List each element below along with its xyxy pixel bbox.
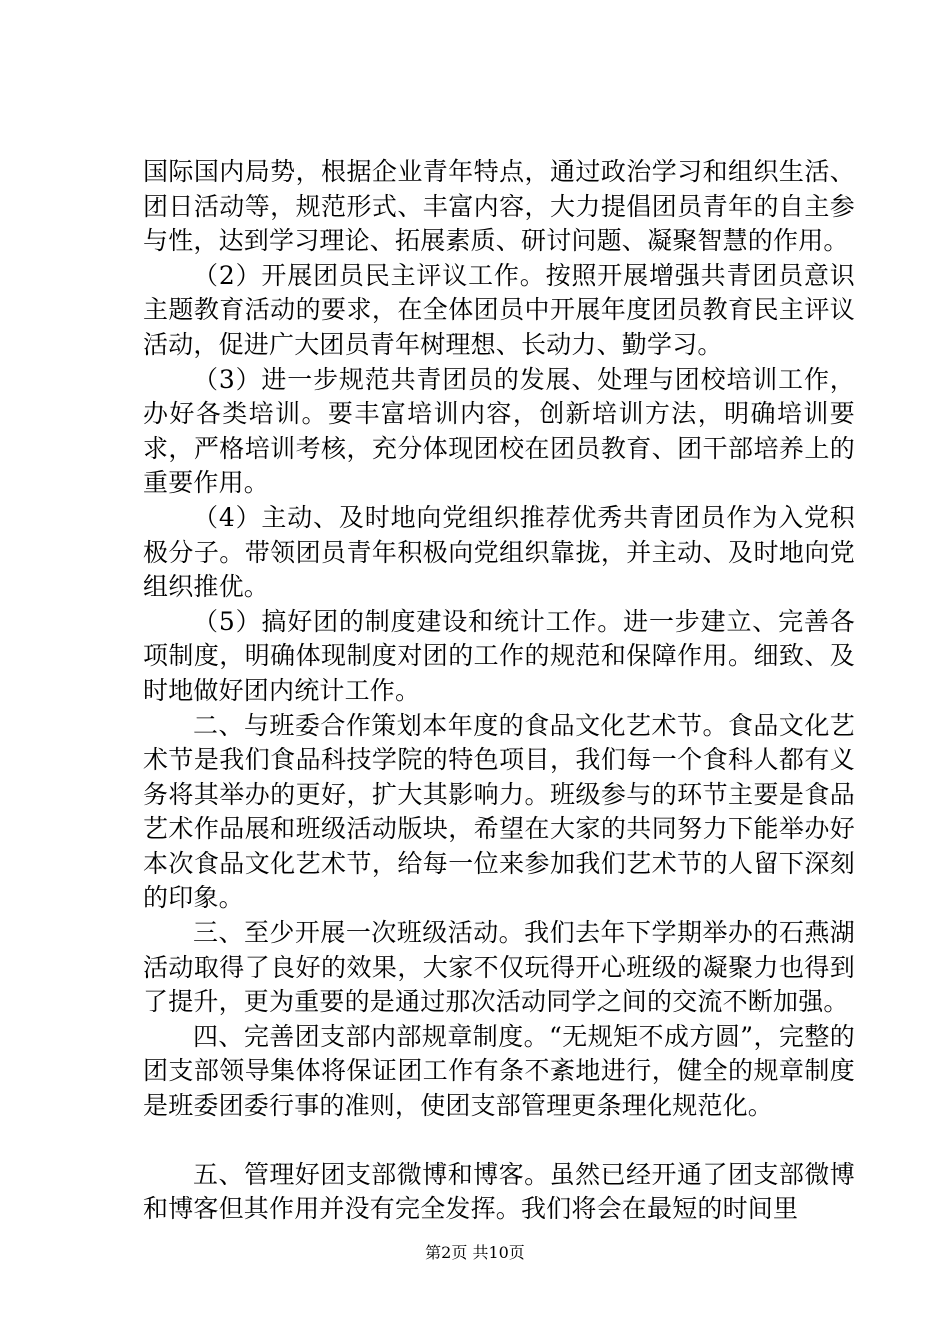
page-number-footer: 第2页 共10页 (425, 1243, 525, 1262)
paragraph-7: 三、至少开展一次班级活动。我们去年下学期举办的石燕湖活动取得了良好的效果，大家不仅玩得开心班级的凝聚力也得到了提升，更为重要的是通过那次活动同学之间的交流不断加强。 (143, 918, 855, 1017)
paragraph-5: （5）搞好团的制度建设和统计工作。进一步建立、完善各项制度，明确体现制度对团的工作的规范和保障作用。细致、及时地做好团内统计工作。 (143, 606, 855, 705)
paragraph-8: 四、完善团支部内部规章制度。“无规矩不成方圆”，完整的团支部领导集体将保证团工作有条不紊地进行，健全的规章制度是班委团委行事的准则，使团支部管理更条理化规范化。 (143, 1021, 855, 1121)
paragraph-2: （2）开展团员民主评议工作。按照开展增强共青团员意识主题教育活动的要求，在全体团员中开展年度团员教育民主评议活动，促进广大团员青年树理想、长动力、勤学习。 (143, 260, 855, 359)
paragraph-1: 国际国内局势，根据企业青年特点，通过政治学习和组织生活、团日活动等，规范形式、丰富内容，大力提倡团员青年的自主参与性，达到学习理论、拓展素质、研讨问题、凝聚智慧的作用。 (143, 157, 855, 256)
paragraph-4: （4）主动、及时地向党组织推荐优秀共青团员作为入党积极分子。带领团员青年积极向党组织靠拢，并主动、及时地向党组织推优。 (143, 502, 855, 602)
document-body (143, 155, 855, 1227)
paragraph-6: 二、与班委合作策划本年度的食品文化艺术节。食品文化艺术节是我们食品科技学院的特色项目，我们每一个食科人都有义务将其举办的更好，扩大其影响力。班级参与的环节主要是食品艺术作品展和班级活动版块，希望在大家的共同努力下能举办好本次食品文化艺术节，给每一位来参加我们艺术节的人留下深刻的印象。 (143, 710, 855, 913)
paragraph-9: 五、管理好团支部微博和博客。虽然已经开通了团支部微博和博客但其作用并没有完全发挥。我们将会在最短的时间里 (143, 1159, 855, 1224)
paragraph-3: （3）进一步规范共青团员的发展、处理与团校培训工作，办好各类培训。要丰富培训内容，创新培训方法，明确培训要求，严格培训考核，充分体现团校在团员教育、团干部培养上的重要作用。 (143, 364, 855, 498)
